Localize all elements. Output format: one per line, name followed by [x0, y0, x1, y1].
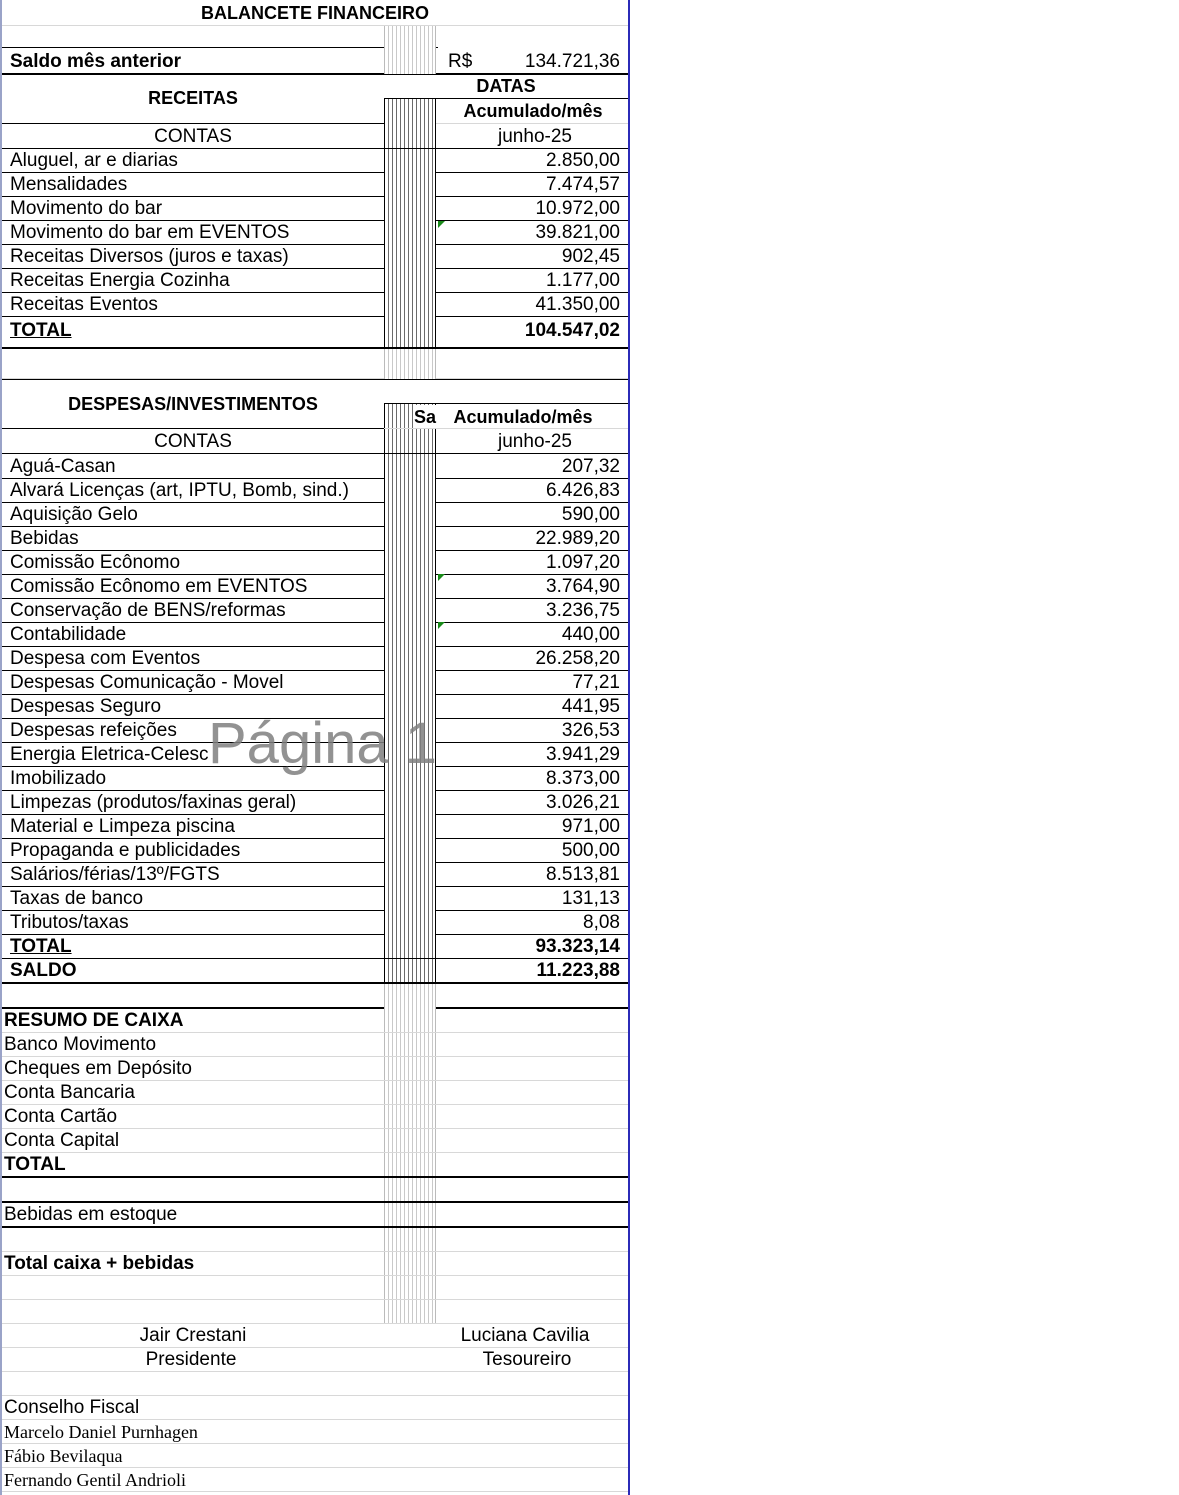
despesa-row-label: Comissão Ecônomo em EVENTOS: [10, 576, 308, 597]
conselho-fiscal-label: Conselho Fiscal: [4, 1397, 140, 1418]
receita-row: [2, 293, 628, 317]
despesas-col-header-divider: [384, 428, 628, 429]
despesa-row: [2, 479, 628, 503]
saldo-anterior-row: [2, 50, 628, 74]
saldo-anterior-currency: R$: [448, 51, 473, 72]
despesas-contas-label: CONTAS: [154, 431, 232, 452]
receita-row-value: 902,45: [561, 246, 620, 267]
receitas-period: junho-25: [498, 126, 572, 147]
receita-row: [2, 269, 628, 293]
despesa-row-label: Energia Eletrica-Celesc: [10, 744, 209, 765]
despesa-row: [2, 455, 628, 479]
despesa-row: [2, 647, 628, 671]
despesa-row-value: 3.764,90: [546, 576, 620, 597]
receita-row-label: Receitas Diversos (juros e taxas): [10, 246, 289, 267]
despesa-row-label: Contabilidade: [10, 624, 127, 645]
despesas-total-row: [2, 935, 628, 959]
sheet-title: BALANCETE FINANCEIRO: [201, 3, 429, 23]
bebidas-estoque-label: Bebidas em estoque: [4, 1204, 178, 1225]
resumo-row-label: Conta Capital: [4, 1130, 120, 1151]
despesa-row-label: Alvará Licenças (art, IPTU, Bomb, sind.): [10, 480, 349, 501]
receita-row: [2, 245, 628, 269]
despesas-col-header: Acumulado/mês: [453, 407, 593, 427]
conselho-member-row: [2, 1468, 628, 1492]
receita-row: [2, 197, 628, 221]
despesa-row-label: Bebidas: [10, 528, 79, 549]
signature-names-row: [2, 1324, 628, 1348]
resumo-header: RESUMO DE CAIXA: [4, 1010, 184, 1031]
saldo-label: SALDO: [10, 960, 77, 981]
receita-row-value: 41.350,00: [535, 294, 620, 315]
despesa-row: [2, 671, 628, 695]
blank-row-4: [2, 1228, 628, 1252]
despesa-row-value: 441,95: [561, 696, 620, 717]
resumo-header-row: [2, 1009, 628, 1033]
conselho-member-row-label: Fábio Bevilaqua: [4, 1446, 123, 1466]
receitas-header: RECEITAS: [148, 88, 238, 108]
blank-row-2: [2, 984, 628, 1009]
saldo-value: 11.223,88: [536, 960, 620, 981]
presidente-name: Jair Crestani: [139, 1325, 247, 1346]
despesa-row-label: Despesas refeições: [10, 720, 177, 741]
despesas-total-label: TOTAL: [10, 936, 72, 957]
title-row: [2, 0, 628, 26]
blank-row-3: [2, 1178, 628, 1203]
blank-hatch: [384, 349, 436, 379]
despesa-row: [2, 551, 628, 575]
receitas-total-value: 104.547,02: [524, 320, 620, 341]
datas-header: DATAS: [476, 76, 536, 96]
despesas-partial-header: Sa: [414, 407, 437, 427]
despesa-row-value: 971,00: [561, 816, 620, 837]
sheet-right-border: [628, 0, 630, 1495]
saldo-anterior-label: Saldo mês anterior: [10, 51, 182, 72]
despesa-row-label: Propaganda e publicidades: [10, 840, 241, 861]
blank-row: [2, 349, 628, 379]
receita-row-value: 1.177,00: [546, 270, 620, 291]
despesa-row-value: 207,32: [561, 456, 620, 477]
despesa-row-value: 326,53: [561, 720, 620, 741]
despesa-row-label: Imobilizado: [10, 768, 107, 789]
despesa-row-value: 3.026,21: [546, 792, 620, 813]
despesa-row-value: 131,13: [561, 888, 620, 909]
presidente-role: Presidente: [145, 1349, 237, 1370]
despesa-row: [2, 599, 628, 623]
despesa-row-label: Despesas Comunicação - Movel: [10, 672, 284, 693]
receitas-contas-label: CONTAS: [154, 126, 232, 147]
receitas-header-divider: [2, 123, 384, 124]
despesa-row-label: Aguá-Casan: [10, 456, 116, 477]
despesa-row-value: 440,00: [561, 624, 620, 645]
receita-row-value: 10.972,00: [535, 198, 620, 219]
receitas-total-row: [2, 318, 628, 349]
despesa-row: [2, 887, 628, 911]
conselho-fiscal-row: [2, 1396, 628, 1420]
tesoureiro-name: Luciana Cavilia: [460, 1325, 590, 1346]
resumo-row: [2, 1105, 628, 1129]
receita-row-value: 7.474,57: [546, 174, 620, 195]
despesa-row: [2, 527, 628, 551]
despesa-row: [2, 503, 628, 527]
receitas-total-label: TOTAL: [10, 320, 72, 341]
resumo-total-row: [2, 1153, 628, 1178]
despesa-row-value: 3.941,29: [546, 744, 620, 765]
resumo-row-label: Conta Cartão: [4, 1106, 118, 1127]
despesa-row-label: Salários/férias/13º/FGTS: [10, 864, 220, 885]
despesas-header-divider: [2, 428, 384, 429]
despesa-row-value: 6.426,83: [546, 480, 620, 501]
receita-row-label: Movimento do bar em EVENTOS: [10, 222, 290, 243]
page-watermark: Página 1: [208, 711, 437, 776]
saldo-row: [2, 959, 628, 984]
conselho-member-row-label: Marcelo Daniel Purnhagen: [4, 1422, 198, 1442]
cell-note-marker: [438, 622, 445, 629]
resumo-row-label: Banco Movimento: [4, 1034, 157, 1055]
receita-row-label: Aluguel, ar e diarias: [10, 150, 178, 171]
bebidas-estoque-row: [2, 1203, 628, 1228]
despesa-row: [2, 839, 628, 863]
despesa-row: [2, 575, 628, 599]
despesa-row-label: Limpezas (produtos/faxinas geral): [10, 792, 297, 813]
conselho-member-row: [2, 1444, 628, 1468]
despesa-row-label: Conservação de BENS/reformas: [10, 600, 286, 621]
despesa-row-label: Taxas de banco: [10, 888, 144, 909]
conselho-member-row-label: Fernando Gentil Andrioli: [4, 1470, 186, 1490]
despesas-total-value: 93.323,14: [535, 936, 620, 957]
receita-row-label: Receitas Energia Cozinha: [10, 270, 230, 291]
total-caixa-bebidas-row: [2, 1252, 628, 1276]
despesa-row: [2, 815, 628, 839]
title-divider: [2, 47, 438, 48]
cell-note-marker: [438, 574, 445, 581]
despesa-row: [2, 863, 628, 887]
resumo-row-label: Conta Bancaria: [4, 1082, 135, 1103]
despesa-row-value: 1.097,20: [546, 552, 620, 573]
despesa-row-label: Aquisição Gelo: [10, 504, 138, 525]
receita-row: [2, 149, 628, 173]
despesa-row: [2, 623, 628, 647]
tesoureiro-role: Tesoureiro: [482, 1349, 572, 1370]
saldo-anterior-value: 134.721,36: [524, 51, 620, 72]
receita-row-label: Receitas Eventos: [10, 294, 158, 315]
despesa-row-value: 22.989,20: [535, 528, 620, 549]
despesas-top-line: [2, 379, 628, 380]
receita-row-label: Movimento do bar: [10, 198, 163, 219]
despesa-row-label: Material e Limpeza piscina: [10, 816, 235, 837]
despesa-row: [2, 911, 628, 935]
despesas-contas-row: [2, 430, 628, 454]
resumo-total-label: TOTAL: [4, 1154, 66, 1175]
despesa-row-value: 8.513,81: [546, 864, 620, 885]
receitas-contas-row: [2, 125, 628, 149]
conselho-member-row: [2, 1420, 628, 1444]
despesa-row-value: 590,00: [561, 504, 620, 525]
receita-row: [2, 173, 628, 197]
resumo-row-label: Cheques em Depósito: [4, 1058, 192, 1079]
despesa-row-value: 500,00: [561, 840, 620, 861]
blank-row-7: [2, 1372, 628, 1396]
resumo-row: [2, 1129, 628, 1153]
despesa-row-label: Despesa com Eventos: [10, 648, 201, 669]
receitas-col-header: Acumulado/mês: [463, 101, 603, 121]
despesa-row-value: 26.258,20: [535, 648, 620, 669]
total-caixa-bebidas-label: Total caixa + bebidas: [4, 1253, 195, 1274]
despesa-row-value: 77,21: [572, 672, 620, 693]
receita-row-value: 39.821,00: [535, 222, 620, 243]
despesa-row-value: 8.373,00: [546, 768, 620, 789]
blank-row-6: [2, 1300, 628, 1324]
blank-row-5: [2, 1276, 628, 1300]
despesa-row-value: 8,08: [583, 912, 620, 933]
resumo-row: [2, 1033, 628, 1057]
hidden-columns-hatch: [384, 26, 436, 74]
despesa-row-value: 3.236,75: [546, 600, 620, 621]
signature-roles-row: [2, 1348, 628, 1372]
despesa-row-label: Despesas Seguro: [10, 696, 162, 717]
cell-note-marker: [438, 221, 445, 228]
resumo-row: [2, 1081, 628, 1105]
receitas-top-line: [2, 74, 628, 75]
receita-row: [2, 221, 628, 245]
despesa-row-label: Comissão Ecônomo: [10, 552, 181, 573]
despesa-row: [2, 791, 628, 815]
despesa-row-label: Tributos/taxas: [10, 912, 129, 933]
receita-row-label: Mensalidades: [10, 174, 128, 195]
resumo-row: [2, 1057, 628, 1081]
despesas-header: DESPESAS/INVESTIMENTOS: [68, 394, 318, 414]
despesas-period: junho-25: [498, 431, 572, 452]
receita-row-value: 2.850,00: [546, 150, 620, 171]
